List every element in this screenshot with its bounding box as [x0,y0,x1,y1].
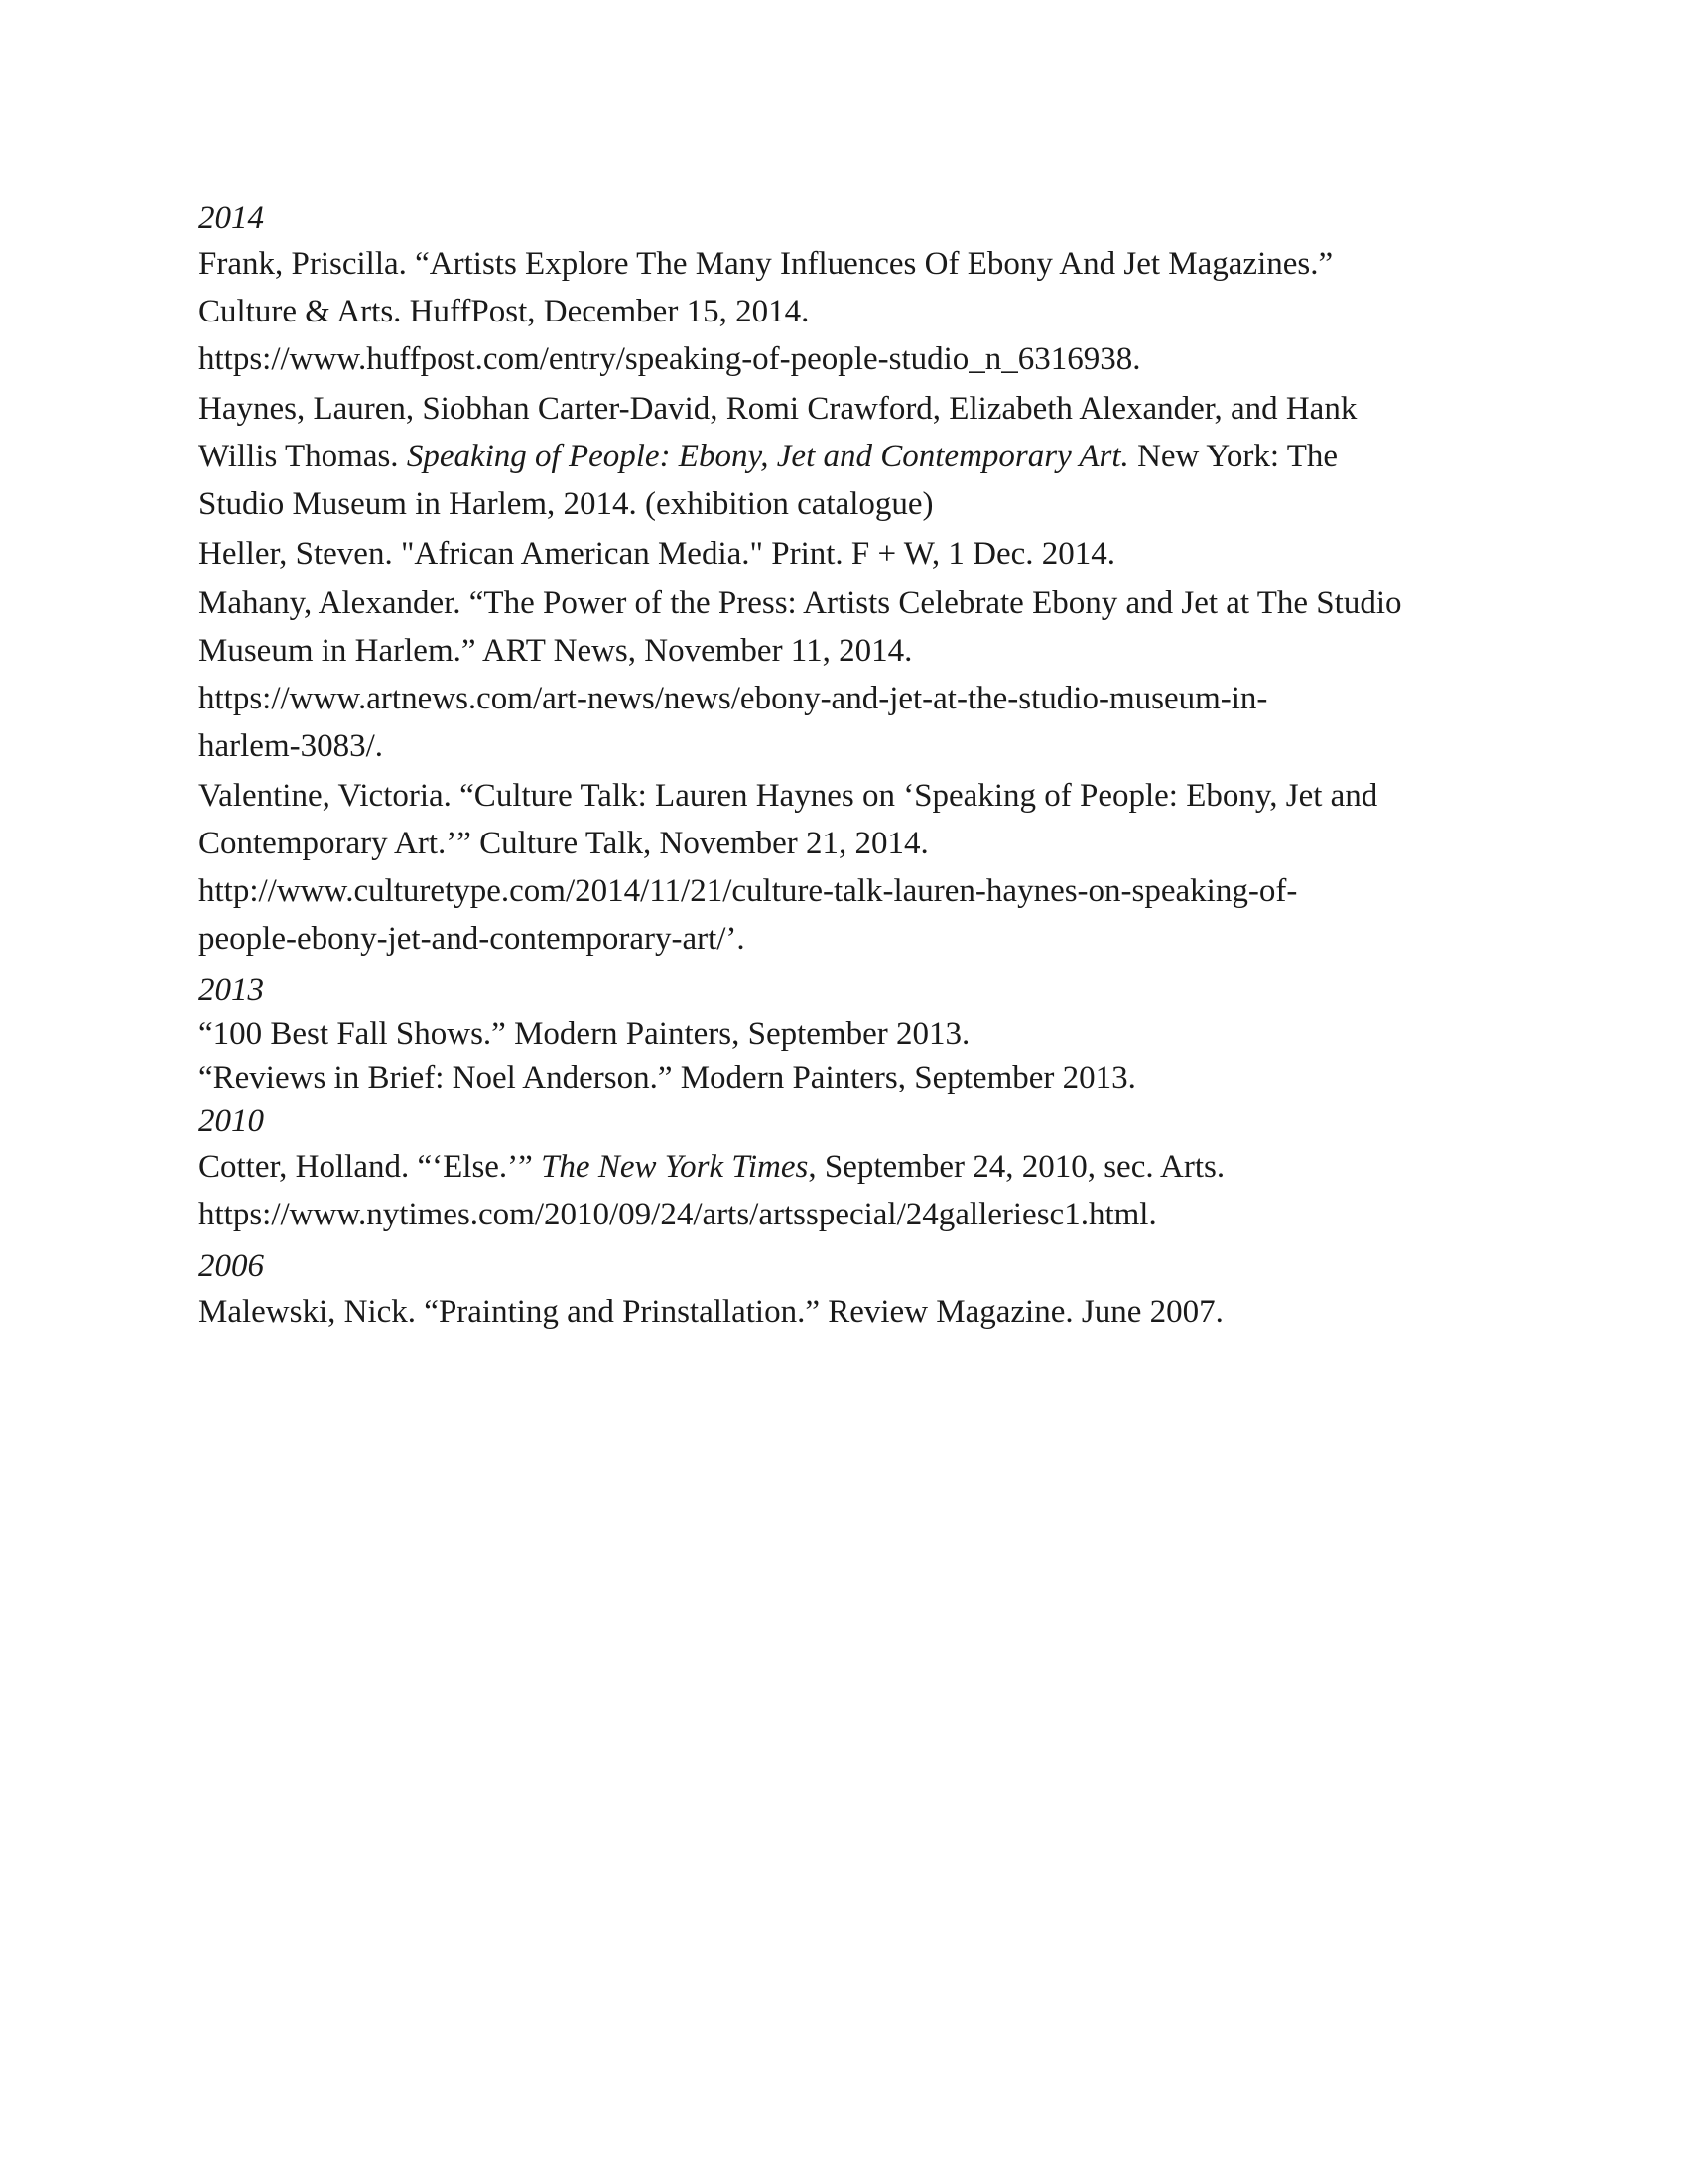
entry-url: https://www.artnews.com/art-news/news/ebony-and-jet-at-the-studio-museum-in- [198,681,1268,716]
year-heading-2006: 2006 [198,1248,264,1284]
entry-title-italic: The New York Times [541,1149,809,1185]
entry-line: Contemporary Art.’” Culture Talk, November 21, 2014. [198,826,929,861]
bibliography-entry-malewski [198,1288,1489,1336]
entry-line: Valentine, Victoria. “Culture Talk: Lauren Haynes on ‘Speaking of People: Ebony, Jet and [198,778,1378,814]
entry-url: harlem-3083/. [198,728,384,764]
entry-text: Willis Thomas. [198,439,407,474]
entry-line: Haynes, Lauren, Siobhan Carter-David, Romi Crawford, Elizabeth Alexander, and Hank [198,391,1358,427]
entry-line: “100 Best Fall Shows.” Modern Painters, September 2013. [198,1016,971,1052]
entry-line: Malewski, Nick. “Prainting and Prinstallation.” Review Magazine. June 2007. [198,1294,1224,1330]
year-heading-2013: 2013 [198,972,264,1008]
bibliography-entry-frank [198,240,1489,383]
entry-url: people-ebony-jet-and-contemporary-art/’. [198,921,745,957]
entry-text: Cotter, Holland. “‘Else.’” [198,1149,542,1185]
bibliography-entry-haynes [198,385,1489,528]
entry-text: , September 24, 2010, sec. Arts. [808,1149,1226,1185]
bibliography-entry-cotter [198,1143,1489,1238]
entry-line [198,1143,1489,1191]
bibliography [198,196,1489,1336]
entry-title-italic: Speaking of People: Ebony, Jet and Contemporary Art. [406,439,1129,474]
year-heading-2014: 2014 [198,200,264,236]
entry-url: https://www.huffpost.com/entry/speaking-of-people-studio_n_6316938. [198,341,1141,377]
bibliography-entry-heller [198,530,1489,578]
bibliography-entry-valentine [198,772,1489,963]
entry-line: Mahany, Alexander. “The Power of the Press: Artists Celebrate Ebony and Jet at The Studio [198,585,1402,621]
bibliography-entry-mahany [198,579,1489,770]
entry-line: Heller, Steven. "African American Media." Print. F + W, 1 Dec. 2014. [198,536,1116,572]
entry-line: Studio Museum in Harlem, 2014. (exhibition catalogue) [198,486,934,522]
entry-line [198,433,1489,480]
entry-line: Frank, Priscilla. “Artists Explore The Many Influences Of Ebony And Jet Magazines.” [198,246,1334,282]
entry-line: Culture & Arts. HuffPost, December 15, 2014. [198,294,810,329]
bibliography-entry-best-fall-shows [198,1012,1489,1056]
bibliography-entry-reviews-in-brief [198,1056,1489,1099]
entry-url: http://www.culturetype.com/2014/11/21/culture-talk-lauren-haynes-on-speaking-of- [198,873,1298,909]
entry-text: New York: The [1128,439,1339,474]
entry-url: https://www.nytimes.com/2010/09/24/arts/artsspecial/24galleriesc1.html. [198,1197,1157,1232]
entry-line: Museum in Harlem.” ART News, November 11, 2014. [198,633,913,669]
entry-line: “Reviews in Brief: Noel Anderson.” Modern Painters, September 2013. [198,1060,1136,1095]
year-heading-2010: 2010 [198,1103,264,1139]
